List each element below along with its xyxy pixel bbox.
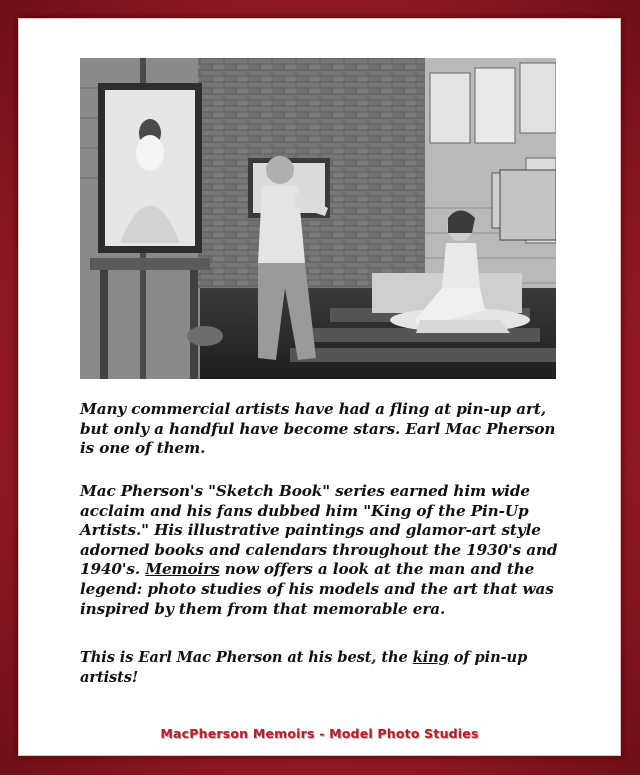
closing-text-start: This is Earl Mac Pherson at his best, the [80,649,413,666]
body-text-start: Mac Pherson's "Sketch Book" series earned him wide acclaim and his fans dubbed him "King of the Pin-Up Artists." His illustrative paintings and glamor-art style adorned books and calendars throughout the 1930's and 1940's. [80,482,558,579]
closing-text-end: of pin-up artists! [80,649,528,686]
body-text-end: now offers a look at the man and the legend: photo studies of his models and the art that was inspired by them from that memorable era. [80,560,554,618]
closing-paragraph [80,648,580,687]
studio-photograph [80,58,556,379]
footer-caption: MacPherson Memoirs - Model Photo Studies [160,726,479,741]
intro-paragraph: Many commercial artists have had a fling at pin-up art, but only a handful have become stars. Earl Mac Pherson is one of them. [80,400,556,458]
page-panel [18,18,621,756]
king-word: king [412,649,449,666]
body-paragraph [80,482,560,619]
studio-photograph-image [80,58,556,379]
memoirs-title: Memoirs [145,560,220,579]
